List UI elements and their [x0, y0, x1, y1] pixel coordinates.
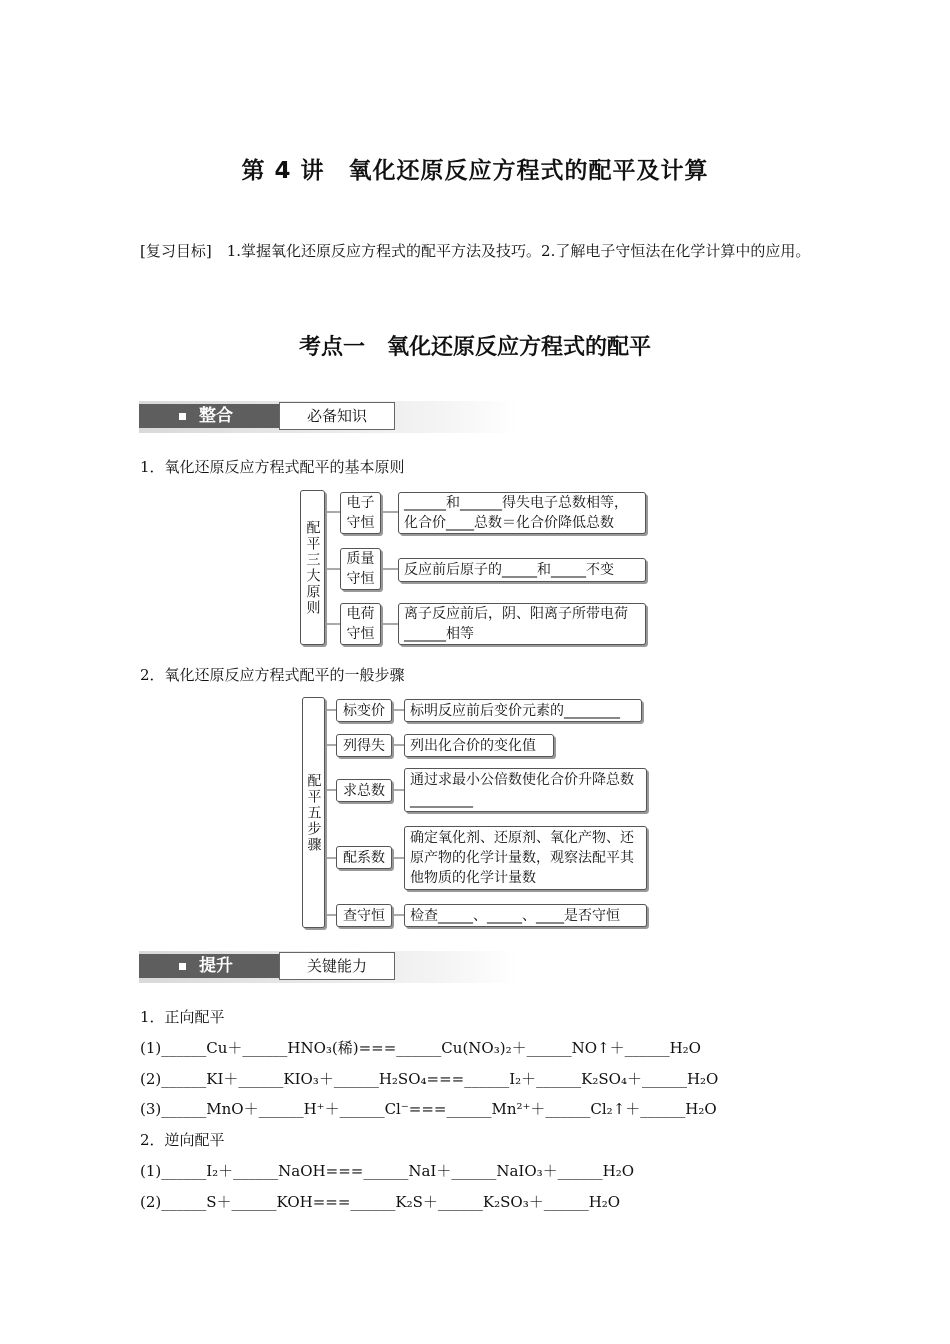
banner-light-label: 必备知识	[279, 402, 395, 430]
square-bullet-icon	[179, 963, 186, 970]
banner-improve	[139, 951, 517, 983]
principle-text-charge: 离子反应前后，阴、阳离子所带电荷______相等	[398, 603, 646, 645]
step-text-check: 检查_____、_____、____是否守恒	[404, 904, 647, 927]
forward-eq-3: (3)______MnO＋______H⁺＋______Cl⁻===______Mn²⁺＋______Cl₂↑＋______H₂O	[140, 1100, 717, 1118]
forward-eq-1: (1)______Cu＋______HNO₃(稀)===______Cu(NO₃)₂＋______NO↑＋______H₂O	[140, 1039, 701, 1057]
section-title: 考点一 氧化还原反应方程式的配平	[298, 335, 651, 360]
step-text-list: 列出化合价的变化值	[404, 734, 554, 757]
goal-label: [复习目标]	[140, 242, 212, 260]
step-text-total: 通过求最小公倍数使化合价升降总数_________	[404, 768, 647, 812]
banner-dark-label: 整合	[199, 406, 233, 426]
step-text-mark: 标明反应前后变价元素的________	[404, 699, 642, 722]
principle-text-electron: ______和______得失电子总数相等，化合价____总数＝化合价降低总数	[398, 492, 646, 534]
step-text-coef: 确定氧化剂、还原剂、氧化产物、还原产物的化学计量数，观察法配平其他物质的化学计量数	[404, 826, 647, 890]
page-title: 第 4 讲 氧化还原反应方程式的配平及计算	[241, 158, 709, 184]
step-label-check: 查守恒	[336, 904, 392, 927]
principle-label-charge: 电荷守恒	[340, 603, 381, 645]
goal-text: 1.掌握氧化还原反应方程式的配平方法及技巧。2.了解电子守恒法在化学计算中的应用。	[211, 242, 811, 260]
principle-label-mass: 质量守恒	[340, 548, 381, 590]
steps-heading: 2．氧化还原反应方程式配平的一般步骤	[140, 666, 405, 684]
principle-text-mass: 反应前后原子的_____和_____不变	[398, 558, 646, 582]
principles-root: 配平三大原则	[300, 490, 325, 645]
step-label-total: 求总数	[336, 779, 392, 802]
step-label-list: 列得失	[336, 734, 392, 757]
forward-eq-2: (2)______KI＋______KIO₃＋______H₂SO₄===______I₂＋______K₂SO₄＋______H₂O	[140, 1070, 719, 1088]
principle-label-electron: 电子守恒	[340, 492, 381, 534]
reverse-eq-2: (2)______S＋______KOH===______K₂S＋______K₂SO₃＋______H₂O	[140, 1193, 621, 1211]
banner-light-label: 关键能力	[279, 952, 395, 980]
forward-heading: 1．正向配平	[140, 1008, 225, 1026]
reverse-heading: 2．逆向配平	[140, 1131, 225, 1149]
principles-heading: 1．氧化还原反应方程式配平的基本原则	[140, 458, 405, 476]
reverse-eq-1: (1)______I₂＋______NaOH===______NaI＋______NaIO₃＋______H₂O	[140, 1162, 635, 1180]
step-label-mark: 标变价	[336, 699, 392, 722]
step-label-coef: 配系数	[336, 846, 392, 869]
banner-dark-label: 提升	[199, 956, 233, 976]
steps-root: 配平五步骤	[302, 697, 325, 928]
